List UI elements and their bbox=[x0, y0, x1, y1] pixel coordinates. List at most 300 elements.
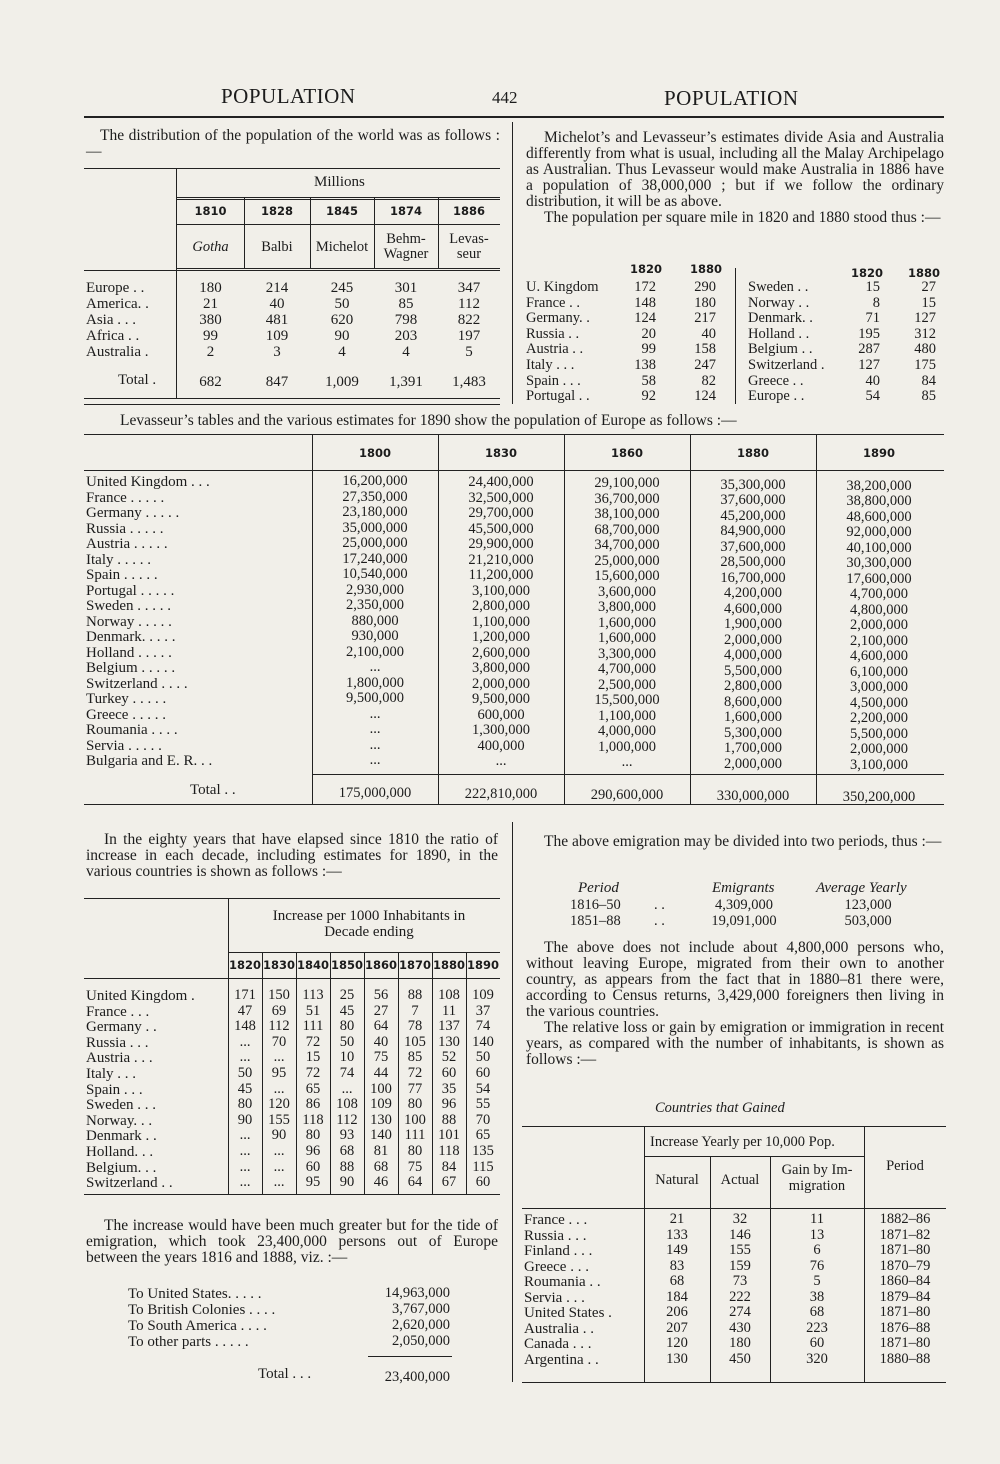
world-cell: 4 bbox=[338, 344, 346, 360]
gains-cell: 38 bbox=[809, 1288, 825, 1305]
density-1880: 82 bbox=[701, 372, 716, 389]
gains-cell: 223 bbox=[806, 1319, 828, 1336]
europe-cell: ... bbox=[369, 705, 381, 722]
increase-cell: 109 bbox=[370, 1096, 392, 1113]
gains-cell: 1871–80 bbox=[879, 1304, 931, 1320]
europe-row-label: United Kingdom . . . bbox=[86, 474, 210, 490]
europe-cell: 21,210,000 bbox=[468, 551, 534, 568]
europe-cell: 29,100,000 bbox=[594, 475, 660, 492]
density-1820: 40 bbox=[865, 372, 880, 389]
increase-cell: 52 bbox=[441, 1049, 457, 1066]
density-1820: 20 bbox=[641, 325, 656, 342]
estimates-para: Michelot’s and Levasseur’s estimates divide Asia and Australia differently from what is usual, including all the Malay Archipelago as Australian. Thus Levasseur would make Australia in 1886 have a population of 38,000,000 ; but if we follow the ordinary distribution, it will be as above. The population per square mile in 1820 and 1880 stood thus :— bbox=[526, 129, 944, 226]
increase-cell: 96 bbox=[441, 1096, 457, 1113]
europe-cell: 15,500,000 bbox=[594, 692, 660, 709]
emigration-count: 14,963,000 bbox=[384, 1285, 450, 1301]
europe-row-label: Denmark. . . . . bbox=[86, 629, 176, 645]
increase-cell: 67 bbox=[441, 1174, 457, 1191]
increase-cell: 88 bbox=[407, 987, 423, 1003]
europe-cell: ... bbox=[369, 736, 381, 753]
increase-cell: 75 bbox=[373, 1049, 389, 1066]
increase-cell: 135 bbox=[472, 1143, 494, 1159]
increase-cell: 140 bbox=[370, 1127, 392, 1144]
density-1820: 54 bbox=[865, 388, 880, 405]
increase-cell: 60 bbox=[441, 1065, 457, 1081]
world-cell: 4 bbox=[402, 344, 410, 360]
increase-cell: 54 bbox=[475, 1080, 491, 1097]
gains-cell: 1871–82 bbox=[879, 1226, 931, 1243]
world-year-header: 1828 bbox=[260, 204, 293, 218]
europe-row-label: Bulgaria and E. R. . . bbox=[86, 753, 213, 769]
europe-cell: 4,000,000 bbox=[724, 647, 782, 664]
world-row-label: America. . bbox=[86, 296, 149, 312]
increase-cell: 10 bbox=[339, 1049, 355, 1066]
increase-cell: 130 bbox=[438, 1033, 460, 1050]
europe-row-label: Roumania . . . . bbox=[86, 722, 178, 738]
world-cell: 40 bbox=[269, 296, 285, 312]
europe-cell: 1,600,000 bbox=[598, 614, 656, 631]
period-emigrants: 19,091,000 bbox=[711, 913, 777, 929]
gains-cell: 68 bbox=[669, 1273, 685, 1289]
increase-cell: 35 bbox=[441, 1080, 457, 1097]
increase-year-header: 1850 bbox=[330, 958, 363, 972]
emigration-destination: To other parts . . . . . bbox=[128, 1334, 249, 1350]
increase-cell: 45 bbox=[237, 1080, 253, 1097]
increase-cell: 109 bbox=[472, 987, 494, 1003]
gains-col-header: Natural bbox=[655, 1172, 699, 1188]
gains-para: The above does not include about 4,800,000 persons who, without leaving Europe, migrated from their own to another country, as appears from the fact that in 1880–81 there were, according to Census returns, 3,429,000 foreigners then living in the various countries. The relative loss or gain by emigration or immigration in recent years, as compared with the number of inhabitants, is shown as follows :— bbox=[526, 939, 944, 1068]
increase-year-header: 1840 bbox=[296, 958, 329, 972]
density-year-1880-a: 1880 bbox=[690, 262, 723, 276]
increase-cell: 74 bbox=[475, 1018, 491, 1035]
increase-cell: 64 bbox=[407, 1174, 423, 1191]
increase-cell: 37 bbox=[475, 1002, 491, 1019]
world-row-label: Africa . . bbox=[86, 328, 140, 344]
europe-row-label: France . . . . . bbox=[86, 489, 165, 506]
increase-cell: 27 bbox=[373, 1002, 389, 1019]
density-1880: 40 bbox=[701, 325, 716, 342]
gains-row-label: Australia . . bbox=[524, 1320, 594, 1337]
europe-cell: 1,000,000 bbox=[598, 738, 656, 755]
world-total-label: Total . bbox=[118, 372, 157, 388]
europe-cell: 2,000,000 bbox=[472, 675, 530, 692]
density-label: Belgium . . bbox=[748, 341, 813, 358]
gains-cell: 155 bbox=[729, 1242, 751, 1258]
increase-cell: 105 bbox=[404, 1033, 426, 1050]
world-cell: 481 bbox=[265, 312, 289, 328]
world-total-cell: 847 bbox=[265, 374, 289, 390]
world-cell: 203 bbox=[394, 328, 418, 344]
increase-row-label: Switzerland . . bbox=[86, 1175, 173, 1192]
page-number: 442 bbox=[492, 88, 518, 107]
europe-cell: 35,000,000 bbox=[342, 519, 408, 536]
europe-row-label: Italy . . . . . bbox=[86, 551, 151, 568]
increase-row-label: Germany . . bbox=[86, 1019, 157, 1036]
increase-cell: 7 bbox=[411, 1002, 419, 1019]
world-group-label: Millions bbox=[314, 174, 365, 190]
increase-cell: 88 bbox=[339, 1158, 355, 1175]
gains-cell: 1871–80 bbox=[879, 1242, 931, 1258]
world-cell: 301 bbox=[394, 280, 418, 296]
increase-cell: ... bbox=[273, 1174, 285, 1191]
europe-cell: 11,200,000 bbox=[468, 567, 534, 584]
europe-row-label: Switzerland . . . . bbox=[86, 675, 188, 692]
increase-cell: 65 bbox=[305, 1080, 321, 1097]
density-1880: 15 bbox=[921, 294, 936, 311]
density-label: Austria . . bbox=[526, 341, 584, 358]
europe-row-label: Spain . . . . . bbox=[86, 567, 158, 583]
gains-col-header: Actual bbox=[720, 1172, 760, 1188]
world-row-label: Asia . . . bbox=[86, 312, 136, 328]
increase-cell: 90 bbox=[271, 1127, 287, 1144]
periods-header: Period bbox=[578, 880, 619, 896]
europe-year-header: 1880 bbox=[736, 446, 769, 460]
europe-cell: 4,600,000 bbox=[724, 600, 782, 617]
europe-cell: 9,500,000 bbox=[346, 690, 404, 706]
gains-row-label: France . . . bbox=[524, 1212, 588, 1228]
density-1820: 99 bbox=[641, 341, 656, 358]
increase-cell: ... bbox=[239, 1174, 251, 1191]
density-1880: 127 bbox=[914, 310, 936, 327]
europe-total-cell: 350,200,000 bbox=[842, 789, 916, 805]
europe-row-label: Greece . . . . . bbox=[86, 706, 166, 723]
europe-row-label: Holland . . . . . bbox=[86, 644, 172, 661]
europe-cell: ... bbox=[369, 721, 381, 737]
world-cell: 5 bbox=[465, 344, 473, 360]
increase-cell: 77 bbox=[407, 1080, 423, 1097]
increase-row-label: Norway. . . bbox=[86, 1112, 153, 1129]
increase-year-header: 1820 bbox=[228, 958, 261, 972]
gains-cell: 430 bbox=[729, 1319, 751, 1336]
density-label: Germany. . bbox=[526, 310, 590, 327]
europe-total-cell: 330,000,000 bbox=[716, 788, 790, 804]
gains-cell: 1870–79 bbox=[879, 1257, 931, 1274]
running-head-left: POPULATION bbox=[221, 84, 356, 108]
increase-cell: 95 bbox=[271, 1065, 287, 1081]
europe-cell: 5,500,000 bbox=[850, 725, 908, 742]
europe-cell: ... bbox=[495, 753, 507, 770]
increase-cell: 120 bbox=[268, 1096, 290, 1113]
period-dots: . . bbox=[654, 913, 665, 929]
europe-row-label: Germany . . . . . bbox=[86, 505, 180, 521]
increase-cell: 85 bbox=[407, 1049, 423, 1066]
europe-cell: 4,800,000 bbox=[850, 601, 908, 618]
gains-col-header: Gain by Im- migration bbox=[781, 1162, 853, 1194]
world-cell: 180 bbox=[199, 280, 222, 296]
density-label: Switzerland . bbox=[748, 357, 825, 373]
europe-row-label: Servia . . . . . bbox=[86, 737, 162, 754]
world-cell: 109 bbox=[265, 328, 289, 344]
europe-cell: 25,000,000 bbox=[342, 535, 408, 551]
world-cell: 197 bbox=[457, 328, 481, 344]
density-1820: 92 bbox=[641, 388, 656, 405]
increase-cell: 95 bbox=[305, 1174, 321, 1191]
increase-cell: 80 bbox=[339, 1018, 355, 1035]
europe-cell: 3,800,000 bbox=[472, 660, 530, 677]
gains-cell: 274 bbox=[729, 1304, 751, 1320]
gains-row-label: Greece . . . bbox=[524, 1258, 589, 1275]
europe-cell: 45,500,000 bbox=[468, 520, 534, 537]
density-1880: 217 bbox=[694, 310, 716, 327]
increase-cell: 150 bbox=[268, 987, 290, 1003]
gains-row-label: Roumania . . bbox=[524, 1274, 601, 1290]
increase-cell: 100 bbox=[404, 1111, 426, 1128]
gains-cell: 120 bbox=[666, 1335, 688, 1351]
europe-cell: 29,700,000 bbox=[468, 505, 534, 522]
europe-cell: 600,000 bbox=[477, 706, 525, 723]
increase-cell: 90 bbox=[339, 1174, 355, 1191]
gains-col-header: Period bbox=[886, 1158, 924, 1174]
europe-cell: 28,500,000 bbox=[720, 554, 786, 571]
increase-cell: ... bbox=[273, 1049, 285, 1066]
europe-total-cell: 290,600,000 bbox=[590, 787, 664, 803]
world-cell: 50 bbox=[334, 296, 350, 312]
gains-cell: 1882–86 bbox=[879, 1211, 931, 1227]
density-1880: 247 bbox=[694, 357, 716, 373]
europe-cell: 40,100,000 bbox=[846, 539, 912, 556]
gains-cell: 1860–84 bbox=[879, 1273, 931, 1289]
density-year-1880-b: 1880 bbox=[908, 266, 941, 280]
europe-cell: 3,100,000 bbox=[472, 582, 530, 599]
europe-cell: 2,200,000 bbox=[850, 710, 908, 727]
world-cell: 99 bbox=[203, 328, 218, 344]
increase-cell: 80 bbox=[305, 1127, 321, 1144]
gains-row-label: Finland . . . bbox=[524, 1243, 593, 1259]
europe-cell: 29,900,000 bbox=[468, 536, 534, 553]
increase-cell: 55 bbox=[475, 1096, 491, 1113]
increase-cell: 50 bbox=[475, 1049, 491, 1066]
gains-cell: 184 bbox=[666, 1288, 688, 1305]
gains-cell: 6 bbox=[813, 1242, 821, 1258]
world-total-cell: 1,009 bbox=[325, 374, 359, 390]
gains-cell: 320 bbox=[806, 1350, 828, 1367]
world-source-header: Levas- seur bbox=[449, 231, 489, 262]
emigration-count: 2,620,000 bbox=[392, 1317, 450, 1333]
europe-cell: 25,000,000 bbox=[594, 552, 660, 569]
world-cell: 21 bbox=[203, 296, 218, 312]
increase-intro: In the eighty years that have elapsed since 1810 the ratio of increase in each decade, including estimates for 1890, in the various countries is shown as follows :— bbox=[86, 831, 498, 880]
increase-cell: 118 bbox=[302, 1111, 324, 1128]
increase-row-label: Denmark . . bbox=[86, 1128, 157, 1145]
increase-cell: ... bbox=[239, 1127, 251, 1144]
increase-cell: 68 bbox=[373, 1158, 389, 1175]
increase-cell: 75 bbox=[407, 1158, 423, 1175]
density-1880: 124 bbox=[694, 388, 716, 405]
increase-cell: 140 bbox=[472, 1033, 494, 1050]
europe-cell: 2,000,000 bbox=[850, 741, 908, 758]
gains-caption: Countries that Gained bbox=[655, 1100, 785, 1116]
increase-cell: 40 bbox=[373, 1033, 389, 1050]
increase-cell: ... bbox=[273, 1158, 285, 1175]
increase-row-label: Russia . . . bbox=[86, 1034, 149, 1051]
increase-row-label: Sweden . . . bbox=[86, 1097, 156, 1114]
europe-cell: 400,000 bbox=[477, 737, 525, 754]
density-label: Portugal . . bbox=[526, 388, 590, 405]
gains-cell: 83 bbox=[669, 1257, 685, 1274]
europe-cell: 1,700,000 bbox=[724, 740, 782, 757]
increase-cell: 78 bbox=[407, 1018, 423, 1035]
increase-cell: 70 bbox=[271, 1033, 287, 1050]
world-row-label: Europe . . bbox=[86, 280, 145, 296]
europe-cell: 3,300,000 bbox=[598, 645, 656, 662]
world-cell: 822 bbox=[457, 312, 481, 328]
increase-row-label: Austria . . . bbox=[86, 1050, 153, 1067]
gains-cell: 130 bbox=[666, 1350, 688, 1367]
world-row-label: Australia . bbox=[86, 344, 149, 360]
europe-row-label: Belgium . . . . . bbox=[86, 660, 176, 676]
density-1820: 172 bbox=[634, 279, 656, 295]
europe-total-label: Total . . bbox=[190, 782, 236, 798]
density-1820: 148 bbox=[634, 294, 656, 311]
header-rule bbox=[84, 116, 944, 118]
europe-cell: ... bbox=[621, 754, 633, 771]
density-label: Sweden . . bbox=[748, 279, 809, 295]
increase-cell: 155 bbox=[268, 1111, 290, 1128]
world-cell: 85 bbox=[398, 296, 414, 312]
increase-cell: 113 bbox=[302, 987, 324, 1003]
world-source-header: Michelot bbox=[315, 239, 369, 255]
gains-row-label: Russia . . . bbox=[524, 1227, 587, 1244]
increase-year-header: 1830 bbox=[262, 958, 295, 972]
increase-cell: 46 bbox=[373, 1174, 389, 1191]
gains-cell: 76 bbox=[809, 1257, 825, 1274]
increase-year-header: 1880 bbox=[432, 958, 465, 972]
world-intro: The distribution of the population of the world was as follows :— bbox=[86, 127, 500, 160]
gains-cell: 5 bbox=[813, 1273, 821, 1289]
increase-cell: ... bbox=[239, 1158, 251, 1175]
increase-cell: 74 bbox=[339, 1065, 355, 1081]
periods-intro: The above emigration may be divided into two periods, thus :— bbox=[544, 833, 942, 850]
europe-cell: 5,300,000 bbox=[724, 724, 782, 741]
increase-cell: 101 bbox=[438, 1127, 460, 1144]
world-source-header: Balbi bbox=[261, 239, 293, 255]
gains-cell: 146 bbox=[729, 1226, 751, 1243]
europe-cell: 1,100,000 bbox=[598, 707, 656, 724]
europe-total-cell: 175,000,000 bbox=[338, 785, 412, 801]
world-year-header: 1845 bbox=[325, 204, 358, 218]
density-1820: 127 bbox=[858, 357, 880, 373]
europe-cell: 1,800,000 bbox=[346, 674, 404, 691]
europe-cell: 23,180,000 bbox=[342, 504, 408, 520]
europe-cell: 92,000,000 bbox=[846, 524, 912, 541]
world-year-header: 1886 bbox=[452, 204, 485, 218]
increase-cell: 111 bbox=[302, 1018, 324, 1035]
gains-cell: 11 bbox=[810, 1211, 824, 1227]
density-label: Italy . . . bbox=[526, 357, 575, 373]
europe-cell: 4,000,000 bbox=[598, 723, 656, 740]
increase-cell: 137 bbox=[438, 1018, 460, 1035]
column-divider-bottom bbox=[512, 822, 513, 1382]
emigration-count: 3,767,000 bbox=[392, 1301, 450, 1317]
density-label: Spain . . . bbox=[526, 372, 581, 389]
europe-cell: 45,200,000 bbox=[720, 507, 786, 524]
europe-cell: 16,700,000 bbox=[720, 569, 786, 586]
increase-cell: 111 bbox=[404, 1127, 426, 1144]
emigration-total-label: Total . . . bbox=[258, 1366, 312, 1382]
increase-cell: ... bbox=[239, 1033, 251, 1050]
europe-total-cell: 222,810,000 bbox=[464, 786, 538, 802]
gains-cell: 159 bbox=[729, 1257, 751, 1274]
europe-row-label: Norway . . . . . bbox=[86, 613, 172, 630]
europe-cell: 2,000,000 bbox=[724, 631, 782, 648]
gains-group-label: Increase Yearly per 10,000 Pop. bbox=[650, 1134, 835, 1150]
europe-cell: 27,350,000 bbox=[342, 488, 408, 505]
increase-cell: 60 bbox=[305, 1158, 321, 1175]
world-cell: 3 bbox=[273, 344, 281, 360]
world-year-header: 1874 bbox=[389, 204, 422, 218]
density-year-1820-b: 1820 bbox=[851, 266, 884, 280]
europe-intro: Levasseur’s tables and the various estimates for 1890 show the population of Europe as follows :— bbox=[120, 412, 737, 429]
gains-cell: 1879–84 bbox=[879, 1288, 931, 1305]
europe-cell: 4,500,000 bbox=[850, 694, 908, 711]
europe-cell: 2,930,000 bbox=[346, 581, 404, 598]
increase-row-label: France . . . bbox=[86, 1003, 150, 1020]
emigration-total: 23,400,000 bbox=[384, 1369, 450, 1385]
europe-cell: 4,700,000 bbox=[850, 586, 908, 603]
density-1880: 84 bbox=[921, 372, 936, 389]
increase-row-label: Spain . . . bbox=[86, 1081, 143, 1098]
density-1820: 287 bbox=[858, 341, 880, 358]
increase-cell: 84 bbox=[441, 1158, 457, 1175]
emigration-intro: The increase would have been much greater but for the tide of emigration, which took 23,400,000 persons out of Europe between the years 1816 and 1888, viz. :— bbox=[86, 1217, 498, 1266]
europe-cell: 880,000 bbox=[351, 612, 399, 629]
running-head-right: POPULATION bbox=[664, 86, 799, 110]
increase-cell: 171 bbox=[234, 987, 256, 1003]
increase-cell: 130 bbox=[370, 1111, 392, 1128]
increase-cell: 72 bbox=[407, 1065, 423, 1081]
europe-cell: 36,700,000 bbox=[594, 490, 660, 507]
europe-cell: 1,100,000 bbox=[472, 613, 530, 630]
europe-cell: 3,800,000 bbox=[598, 599, 656, 616]
increase-cell: 80 bbox=[237, 1096, 253, 1113]
gains-cell: 1880–88 bbox=[879, 1350, 931, 1367]
density-1880: 290 bbox=[694, 279, 716, 295]
increase-cell: 56 bbox=[373, 987, 389, 1003]
density-1820: 138 bbox=[634, 357, 656, 373]
increase-cell: 64 bbox=[373, 1018, 389, 1035]
europe-cell: 37,600,000 bbox=[720, 492, 786, 509]
europe-cell: 3,000,000 bbox=[850, 679, 908, 696]
increase-cell: ... bbox=[239, 1049, 251, 1066]
increase-cell: 86 bbox=[305, 1096, 321, 1113]
europe-cell: 1,300,000 bbox=[472, 722, 530, 739]
column-divider-top bbox=[512, 122, 513, 404]
increase-cell: 47 bbox=[237, 1002, 253, 1019]
europe-cell: 2,800,000 bbox=[724, 678, 782, 695]
europe-cell: 2,000,000 bbox=[724, 755, 782, 772]
europe-cell: 2,000,000 bbox=[850, 617, 908, 634]
europe-cell: 2,100,000 bbox=[346, 643, 404, 660]
increase-row-label: Belgium. . . bbox=[86, 1159, 157, 1176]
gains-cell: 450 bbox=[729, 1350, 751, 1367]
increase-cell: 96 bbox=[305, 1143, 321, 1159]
increase-cell: 148 bbox=[234, 1018, 256, 1035]
europe-year-header: 1830 bbox=[484, 446, 517, 460]
increase-cell: 100 bbox=[370, 1080, 392, 1097]
europe-cell: 30,300,000 bbox=[846, 555, 912, 572]
period-dots: . . bbox=[654, 897, 665, 913]
period-average: 123,000 bbox=[844, 897, 892, 913]
density-1820: 15 bbox=[865, 279, 880, 295]
europe-cell: 38,100,000 bbox=[594, 506, 660, 523]
density-1880: 27 bbox=[921, 279, 936, 295]
increase-cell: 69 bbox=[271, 1002, 287, 1019]
world-source-header: Gotha bbox=[192, 239, 229, 255]
increase-cell: 80 bbox=[407, 1143, 423, 1159]
density-1880: 480 bbox=[914, 341, 936, 358]
europe-cell: 3,100,000 bbox=[850, 756, 908, 773]
world-cell: 245 bbox=[330, 280, 354, 296]
